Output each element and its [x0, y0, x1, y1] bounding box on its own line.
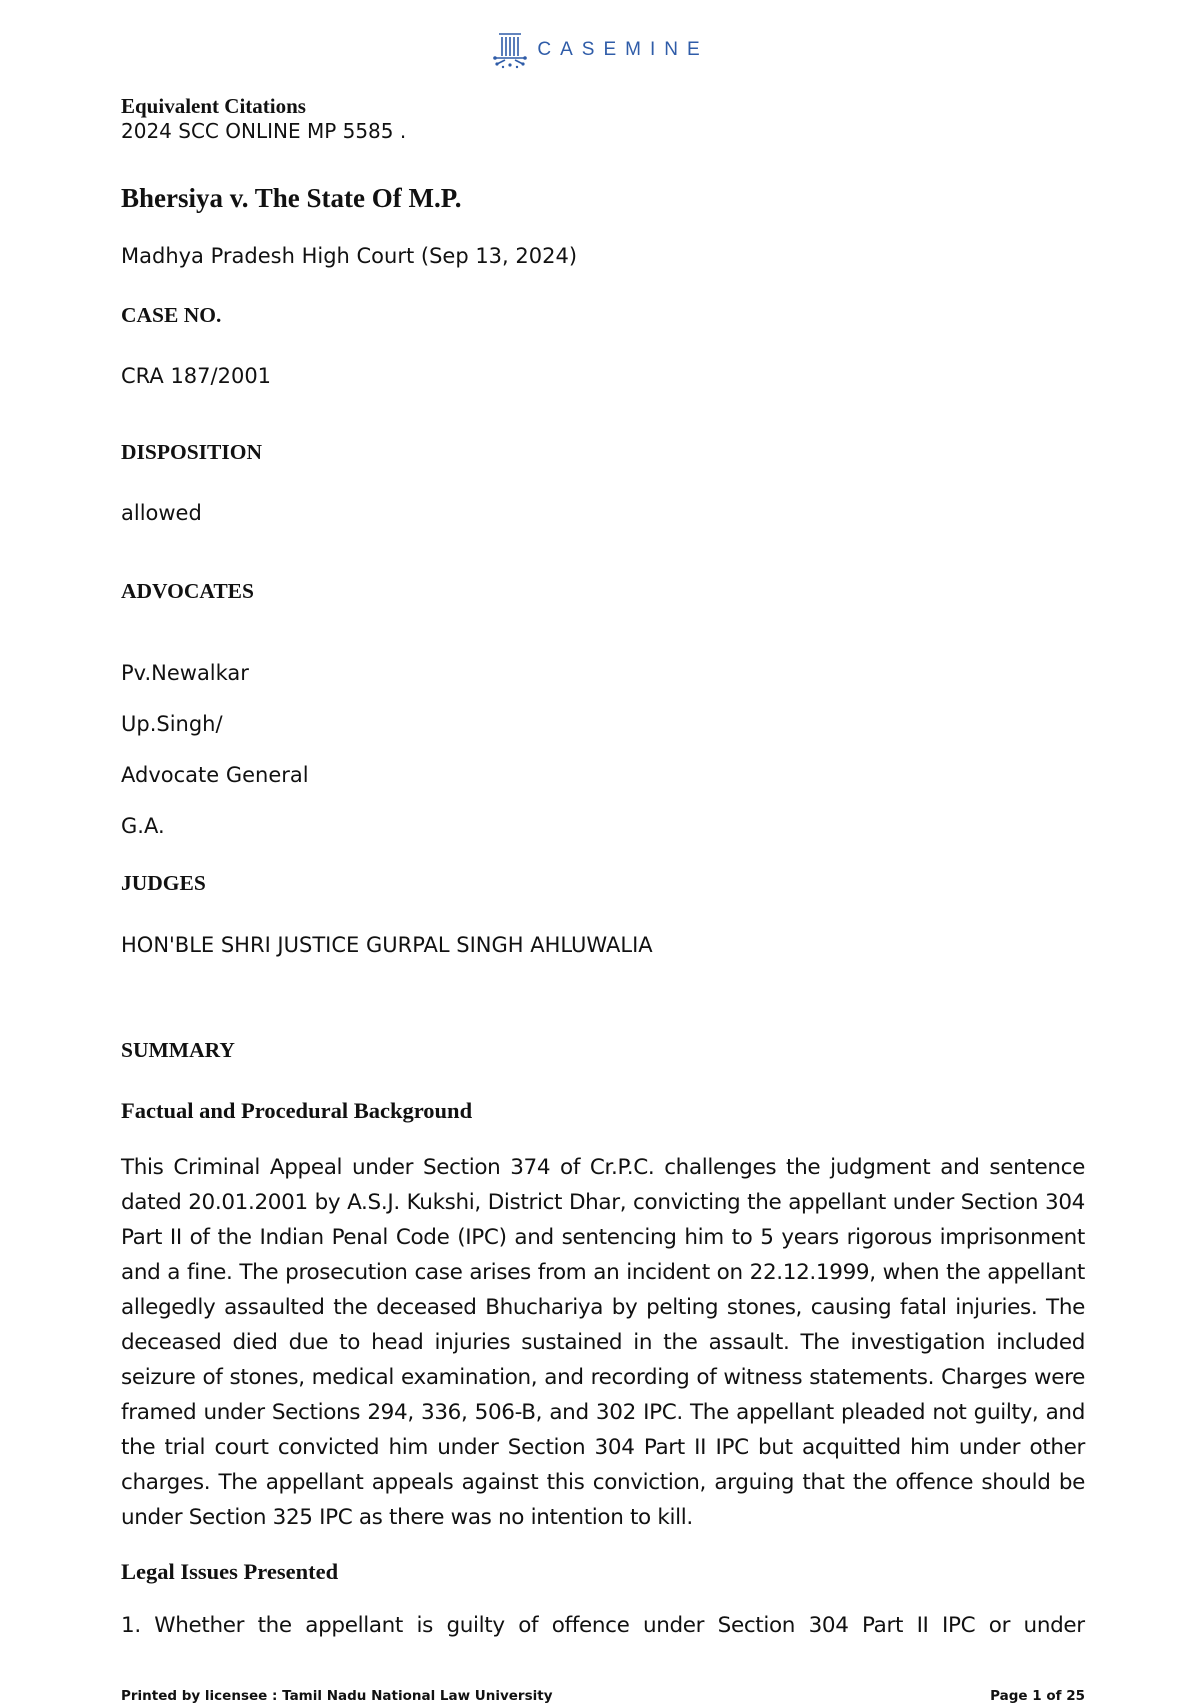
disposition-value: allowed	[121, 501, 202, 525]
court-line: Madhya Pradesh High Court (Sep 13, 2024)	[121, 244, 578, 268]
case-no-value: CRA 187/2001	[121, 364, 272, 388]
judges-heading: JUDGES	[121, 871, 206, 895]
brand-name: CASEMINE	[537, 39, 709, 60]
advocate-item: Up.Singh/	[121, 712, 223, 736]
advocate-item: Advocate General	[121, 763, 309, 787]
citations-value: 2024 SCC ONLINE MP 5585 .	[121, 119, 407, 143]
footer-printed-by: Printed by licensee : Tamil Nadu National Law University	[121, 1688, 553, 1704]
background-heading: Factual and Procedural Background	[121, 1098, 473, 1123]
case-title: Bhersiya v. The State Of M.P.	[121, 183, 462, 213]
advocates-heading: ADVOCATES	[121, 579, 254, 603]
courthouse-icon	[491, 30, 531, 70]
advocate-item: Pv.Newalkar	[121, 661, 249, 685]
issues-heading: Legal Issues Presented	[121, 1559, 339, 1584]
issue-item: 1. Whether the appellant is guilty of offence under Section 304 Part II IPC or under	[121, 1613, 1085, 1638]
citations-heading: Equivalent Citations	[121, 94, 306, 118]
disposition-heading: DISPOSITION	[121, 440, 262, 464]
page-footer	[121, 1688, 1085, 1704]
footer-page-number: Page 1 of 25	[990, 1688, 1085, 1704]
summary-heading: SUMMARY	[121, 1038, 235, 1062]
advocate-item: G.A.	[121, 814, 165, 838]
judges-value: HON'BLE SHRI JUSTICE GURPAL SINGH AHLUWALIA	[121, 933, 653, 957]
casemine-logo	[0, 28, 1200, 72]
background-paragraph: This Criminal Appeal under Section 374 of Cr.P.C. challenges the judgment and sentence dated 20.01.2001 by A.S.J. Kukshi, District Dhar, convicting the appellant under Section 304 Part II of the Indian Penal Code (IPC) and sentencing him to 5 years rigorous imprisonment and a fine. The prosecution case arises from an incident on 22.12.1999, when the appellant allegedly assaulted the deceased Bhuchariya by pelting stones, causing fatal injuries. The deceased died due to head injuries sustained in the assault. The investigation included seizure of stones, medical examination, and recording of witness statements. Charges were framed under Sections 294, 336, 506-B, and 302 IPC. The appellant pleaded not guilty, and the trial court convicted him under Section 304 Part II IPC but acquitted him under other charges. The appellant appeals against this conviction, arguing that the offence should be under Section 325 IPC as there was no intention to kill.	[121, 1155, 1085, 1530]
case-no-heading: CASE NO.	[121, 303, 222, 327]
